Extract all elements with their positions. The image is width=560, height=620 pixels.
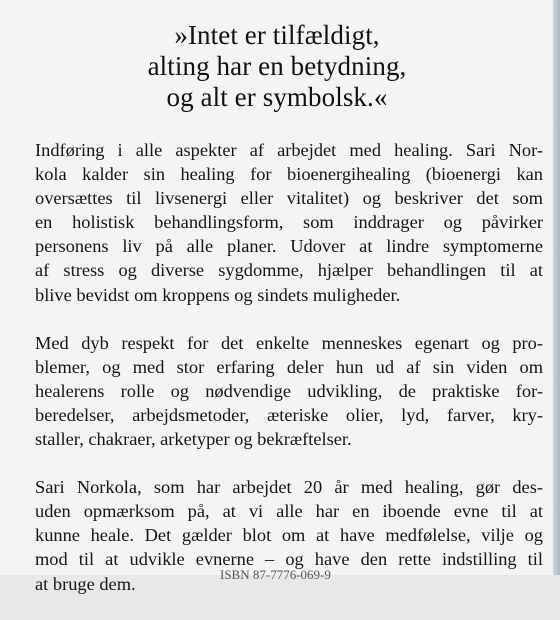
text-line: uden opmærksom på, at vi alle har en iboende evne til at <box>35 501 543 522</box>
text-line: staller, chakraer, arketyper og bekræftelser. <box>35 429 352 450</box>
text-line: at bruge dem. <box>35 573 136 594</box>
text-line: en holistisk behandlingsform, som inddrager og påvirker <box>35 212 543 233</box>
cover-quote <box>0 20 554 113</box>
blurb-text <box>35 138 543 620</box>
paragraph-respect <box>35 331 543 451</box>
text-line: af stress og diverse sygdomme, hjælper behandlingen til at <box>35 260 543 281</box>
text-line: beredelser, arbejdsmetoder, æteriske olier, lyd, farver, kry- <box>35 404 543 425</box>
isbn-text: ISBN 87-7776-069-9 <box>220 567 331 582</box>
text-line: mod til at udvikle evnerne – og have den rette indstilling til <box>35 549 543 570</box>
quote-line-2: alting har en betydning, <box>147 51 407 81</box>
text-line: kunne heale. Det gælder blot om at have medfølelse, vilje og <box>35 525 543 546</box>
text-line: Indføring i alle aspekter af arbejdet med healing. Sari Nor- <box>35 140 543 160</box>
text-line: Sari Norkola, som har arbejdet 20 år med healing, gør des- <box>35 477 543 498</box>
quote-line-3: og alt er symbolsk.« <box>166 82 388 112</box>
paragraph-intro <box>35 138 543 307</box>
page-edge <box>554 0 560 575</box>
text-line: personens liv på alle planer. Udover at lindre symptomerne <box>35 236 543 257</box>
text-line: oversættes til livsenergi eller vitalitet) og beskriver det som <box>35 188 543 209</box>
text-line: blive bevidst om kroppens og sindets muligheder. <box>35 284 401 305</box>
quote-line-1: »Intet er tilfældigt, <box>174 20 380 50</box>
text-line: healerens rolle og nødvendige udvikling, de praktiske for- <box>35 380 543 401</box>
text-line: kola kalder sin healing for bioenergihealing (bioenergi kan <box>35 164 543 185</box>
text-line: Med dyb respekt for det enkelte menneskes egenart og pro- <box>35 332 543 353</box>
text-line: blemer, og med stor erfaring deler hun ud af sin viden om <box>35 356 543 377</box>
